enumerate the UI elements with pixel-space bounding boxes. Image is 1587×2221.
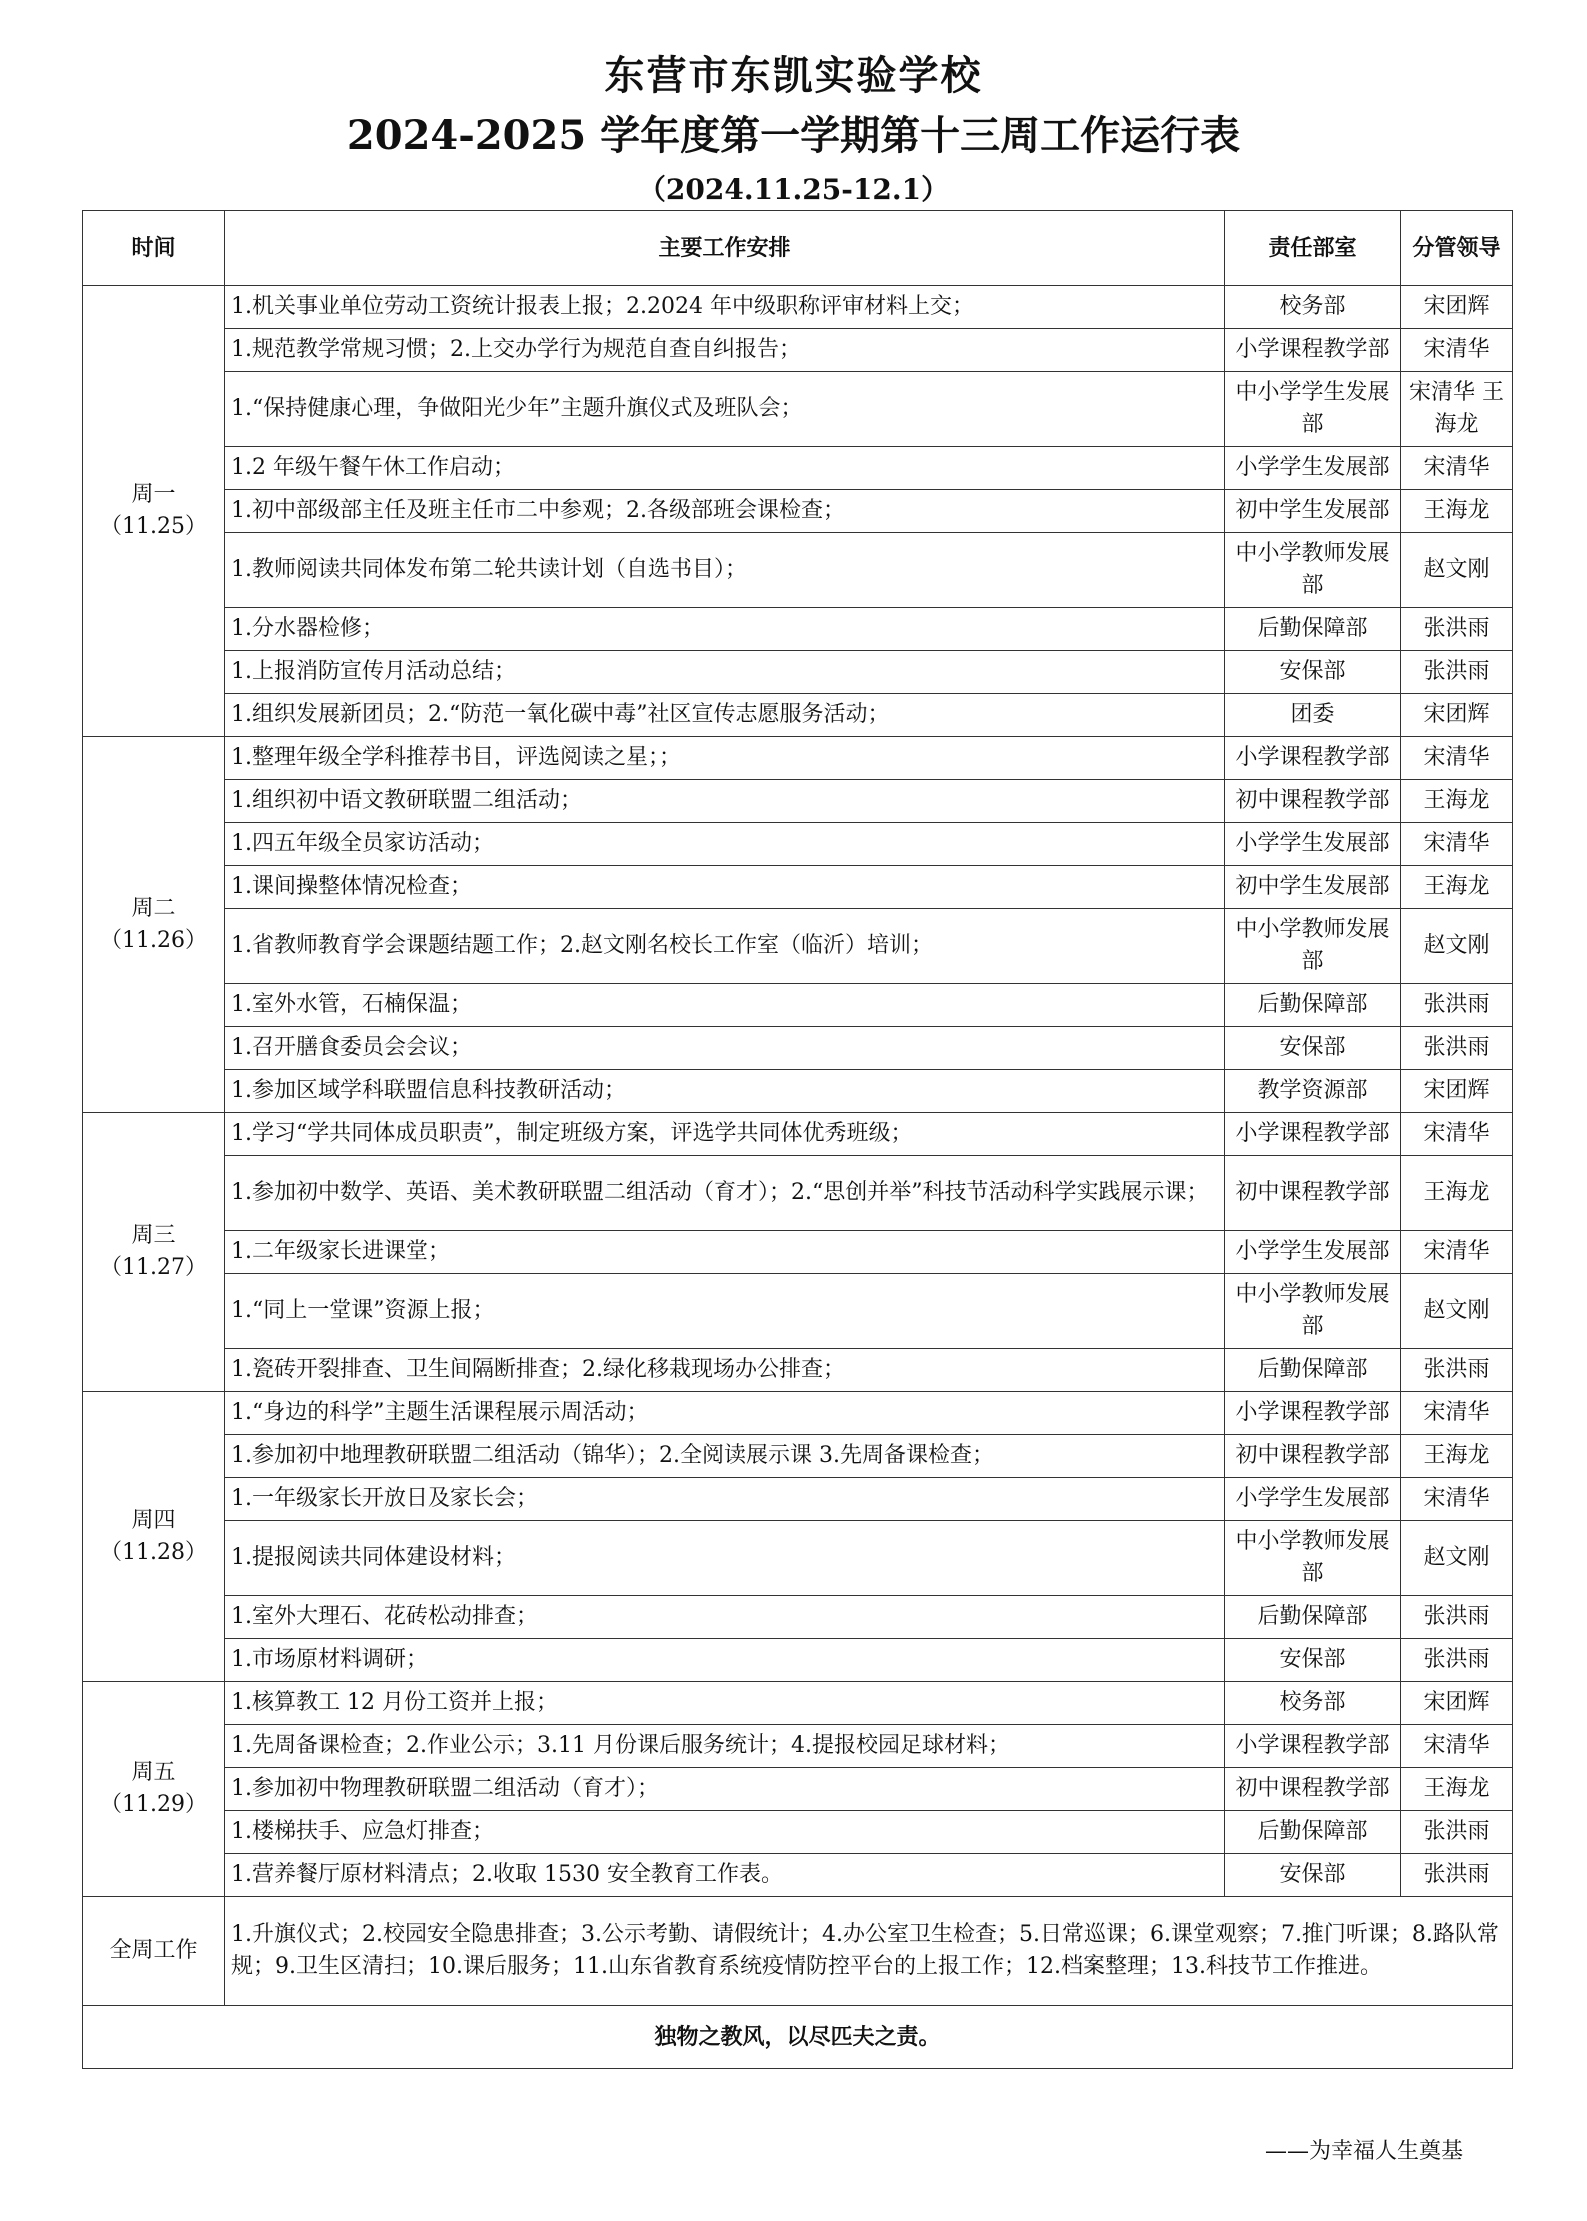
task-cell: 1.楼梯扶手、应急灯排查； [225,1811,1225,1854]
leader-cell: 王海龙 [1401,1768,1513,1811]
task-cell: 1.整理年级全学科推荐书目，评选阅读之星；； [225,737,1225,780]
leader-cell: 宋清华 [1401,823,1513,866]
task-cell: 1.机关事业单位劳动工资统计报表上报；2.2024 年中级职称评审材料上交； [225,286,1225,329]
document-header [0,48,1587,210]
day-cell [83,737,225,1113]
schedule-row [83,1156,1513,1231]
task-cell: 1.教师阅读共同体发布第二轮共读计划（自选书目）； [225,533,1225,608]
task-cell: 1.参加初中地理教研联盟二组活动（锦华）；2.全阅读展示课 3.先周备课检查； [225,1435,1225,1478]
day-label: 周四 [131,1507,176,1533]
day-label: 周三 [131,1223,176,1248]
dept-cell: 安保部 [1225,1639,1401,1682]
schedule-row [83,823,1513,866]
leader-cell: 宋清华 [1401,447,1513,490]
dept-cell: 初中课程教学部 [1225,1435,1401,1478]
leader-cell: 宋清华 [1401,737,1513,780]
dept-cell: 中小学教师发展部 [1225,909,1401,984]
header-dept: 责任部室 [1225,211,1401,286]
task-cell: 1.上报消防宣传月活动总结； [225,651,1225,694]
dept-cell: 中小学教师发展部 [1225,1274,1401,1349]
leader-cell: 赵文刚 [1401,1521,1513,1596]
dept-cell: 安保部 [1225,651,1401,694]
task-cell: 1.参加初中数学、英语、美术教研联盟二组活动（育才）；2.“思创并举”科技节活动科学实践展示课； [225,1156,1225,1231]
schedule-row [83,1811,1513,1854]
schedule-row [83,447,1513,490]
leader-cell: 王海龙 [1401,780,1513,823]
dept-cell: 后勤保障部 [1225,1811,1401,1854]
leader-cell: 张洪雨 [1401,608,1513,651]
task-cell: 1.课间操整体情况检查； [225,866,1225,909]
dept-cell: 安保部 [1225,1854,1401,1897]
leader-cell: 赵文刚 [1401,1274,1513,1349]
schedule-row [83,329,1513,372]
header-work: 主要工作安排 [225,211,1225,286]
leader-cell: 王海龙 [1401,490,1513,533]
schedule-row [83,694,1513,737]
dept-cell: 小学学生发展部 [1225,447,1401,490]
day-cell [83,1113,225,1392]
day-label: 周一 [131,482,176,507]
task-cell: 1.四五年级全员家访活动； [225,823,1225,866]
task-cell: 1.室外水管，石楠保温； [225,984,1225,1027]
dept-cell: 安保部 [1225,1027,1401,1070]
task-cell: 1.市场原材料调研； [225,1639,1225,1682]
leader-cell: 宋清华 [1401,329,1513,372]
leader-cell: 王海龙 [1401,866,1513,909]
dept-cell: 小学学生发展部 [1225,1231,1401,1274]
schedule-row [83,651,1513,694]
day-date: （11.25） [100,514,207,539]
dept-cell: 校务部 [1225,1682,1401,1725]
day-cell [83,1392,225,1682]
leader-cell: 张洪雨 [1401,1639,1513,1682]
dept-cell: 后勤保障部 [1225,1596,1401,1639]
leader-cell: 张洪雨 [1401,984,1513,1027]
leader-cell: 王海龙 [1401,1435,1513,1478]
schedule-row [83,1027,1513,1070]
date-range: （2024.11.25-12.1） [637,173,950,206]
task-cell: 1.分水器检修； [225,608,1225,651]
leader-cell: 张洪雨 [1401,1811,1513,1854]
schedule-row [83,1478,1513,1521]
schedule-row [83,1274,1513,1349]
leader-cell: 王海龙 [1401,1156,1513,1231]
task-cell: 1.初中部级部主任及班主任市二中参观；2.各级部班会课检查； [225,490,1225,533]
schedule-row [83,533,1513,608]
leader-cell: 赵文刚 [1401,533,1513,608]
dept-cell: 初中课程教学部 [1225,780,1401,823]
schedule-row [83,780,1513,823]
schedule-row [83,866,1513,909]
schedule-row [83,1349,1513,1392]
schedule-row [83,1682,1513,1725]
leader-cell: 张洪雨 [1401,1854,1513,1897]
task-cell: 1.参加初中物理教研联盟二组活动（育才）； [225,1768,1225,1811]
leader-cell: 张洪雨 [1401,1349,1513,1392]
schedule-row [83,490,1513,533]
all-week-row [83,1897,1513,2006]
task-cell: 1.“保持健康心理，争做阳光少年”主题升旗仪式及班队会； [225,372,1225,447]
leader-cell: 宋团辉 [1401,286,1513,329]
task-cell: 1.营养餐厅原材料清点；2.收取 1530 安全教育工作表。 [225,1854,1225,1897]
schedule-row [83,372,1513,447]
task-cell: 1.核算教工 12 月份工资并上报； [225,1682,1225,1725]
motto: 独物之教风，以尽匹夫之责。 [83,2006,1513,2069]
task-cell: 1.室外大理石、花砖松动排查； [225,1596,1225,1639]
schedule-row [83,1113,1513,1156]
dept-cell: 小学学生发展部 [1225,1478,1401,1521]
schedule-row [83,1392,1513,1435]
schedule-row [83,608,1513,651]
day-date: （11.26） [100,927,207,953]
dept-cell: 初中课程教学部 [1225,1768,1401,1811]
motto-row [83,2006,1513,2069]
leader-cell: 宋团辉 [1401,1682,1513,1725]
day-label: 周五 [131,1760,176,1785]
day-cell [83,286,225,737]
work-schedule-table [82,210,1513,2069]
task-cell: 1.提报阅读共同体建设材料； [225,1521,1225,1596]
leader-cell: 张洪雨 [1401,1027,1513,1070]
header-leader: 分管领导 [1401,211,1513,286]
dept-cell: 后勤保障部 [1225,984,1401,1027]
header-time: 时间 [83,211,225,286]
schedule-row [83,1725,1513,1768]
dept-cell: 教学资源部 [1225,1070,1401,1113]
leader-cell: 宋清华 [1401,1392,1513,1435]
all-week-label: 全周工作 [83,1897,225,2006]
schedule-row [83,1639,1513,1682]
dept-cell: 小学课程教学部 [1225,737,1401,780]
dept-cell: 团委 [1225,694,1401,737]
dept-cell: 中小学学生发展部 [1225,372,1401,447]
leader-cell: 宋团辉 [1401,1070,1513,1113]
schedule-row [83,1596,1513,1639]
school-title: 东营市东凯实验学校 [604,52,983,99]
task-cell: 1.“同上一堂课”资源上报； [225,1274,1225,1349]
leader-cell: 张洪雨 [1401,1596,1513,1639]
leader-cell: 赵文刚 [1401,909,1513,984]
dept-cell: 中小学教师发展部 [1225,533,1401,608]
task-cell: 1.省教师教育学会课题结题工作；2.赵文刚名校长工作室（临沂）培训； [225,909,1225,984]
schedule-row [83,737,1513,780]
day-date: （11.27） [100,1255,207,1280]
day-date: （11.28） [100,1539,207,1565]
day-date: （11.29） [100,1792,207,1817]
schedule-row [83,1231,1513,1274]
all-week-text: 1.升旗仪式；2.校园安全隐患排查；3.公示考勤、请假统计；4.办公室卫生检查；5.日常巡课；6.课堂观察；7.推门听课；8.路队常规；9.卫生区清扫；10.课后服务；11.山东省教育系统疫情防控平台的上报工作；12.档案整理；13.科技节工作推进。 [225,1897,1513,2006]
leader-cell: 宋清华 [1401,1478,1513,1521]
leader-cell: 宋团辉 [1401,694,1513,737]
dept-cell: 初中学生发展部 [1225,866,1401,909]
leader-cell: 宋清华 [1401,1231,1513,1274]
task-cell: 1.一年级家长开放日及家长会； [225,1478,1225,1521]
schedule-title: 2024-2025 学年度第一学期第十三周工作运行表 [346,112,1241,159]
task-cell: 1.二年级家长进课堂； [225,1231,1225,1274]
schedule-row [83,909,1513,984]
dept-cell: 小学学生发展部 [1225,823,1401,866]
dept-cell: 后勤保障部 [1225,1349,1401,1392]
dept-cell: 校务部 [1225,286,1401,329]
dept-cell: 小学课程教学部 [1225,1113,1401,1156]
schedule-row [83,1070,1513,1113]
schedule-row [83,1435,1513,1478]
schedule-row [83,1521,1513,1596]
footer-slogan: ——为幸福人生奠基 [1264,2139,1463,2164]
task-cell: 1.组织发展新团员；2.“防范一氧化碳中毒”社区宣传志愿服务活动； [225,694,1225,737]
task-cell: 1.参加区域学科联盟信息科技教研活动； [225,1070,1225,1113]
schedule-row [83,984,1513,1027]
day-label: 周二 [131,895,176,921]
leader-cell: 宋清华 [1401,1725,1513,1768]
schedule-row [83,1768,1513,1811]
schedule-row [83,286,1513,329]
task-cell: 1.组织初中语文教研联盟二组活动； [225,780,1225,823]
task-cell: 1.召开膳食委员会会议； [225,1027,1225,1070]
task-cell: 1.2 年级午餐午休工作启动； [225,447,1225,490]
schedule-body [83,286,1513,1897]
schedule-row [83,1854,1513,1897]
leader-cell: 张洪雨 [1401,651,1513,694]
leader-cell: 宋清华 [1401,1113,1513,1156]
dept-cell: 小学课程教学部 [1225,1725,1401,1768]
dept-cell: 初中课程教学部 [1225,1156,1401,1231]
leader-cell: 宋清华 王海龙 [1401,372,1513,447]
task-cell: 1.规范教学常规习惯；2.上交办学行为规范自查自纠报告； [225,329,1225,372]
header-row [83,211,1513,286]
dept-cell: 中小学教师发展部 [1225,1521,1401,1596]
task-cell: 1.“身边的科学”主题生活课程展示周活动； [225,1392,1225,1435]
dept-cell: 小学课程教学部 [1225,329,1401,372]
task-cell: 1.瓷砖开裂排查、卫生间隔断排查；2.绿化移栽现场办公排查； [225,1349,1225,1392]
dept-cell: 后勤保障部 [1225,608,1401,651]
task-cell: 1.先周备课检查；2.作业公示；3.11 月份课后服务统计；4.提报校园足球材料； [225,1725,1225,1768]
dept-cell: 小学课程教学部 [1225,1392,1401,1435]
dept-cell: 初中学生发展部 [1225,490,1401,533]
day-cell [83,1682,225,1897]
task-cell: 1.学习“学共同体成员职责”，制定班级方案，评选学共同体优秀班级； [225,1113,1225,1156]
